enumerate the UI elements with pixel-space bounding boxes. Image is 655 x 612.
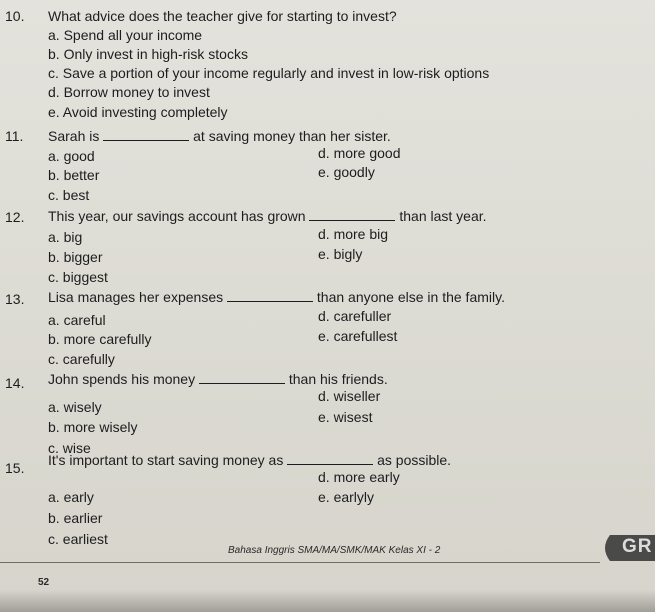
- question-15-option-d[interactable]: d. more early: [318, 469, 400, 485]
- question-15-option-e[interactable]: e. earlyly: [318, 489, 375, 505]
- question-12-option-d[interactable]: d. more big: [318, 226, 389, 242]
- question-10-option-d[interactable]: d. Borrow money to invest: [48, 84, 210, 100]
- question-13-text-before: Lisa manages her expenses: [48, 289, 224, 305]
- question-14-option-b[interactable]: b. more wisely: [48, 419, 138, 435]
- question-11-option-c[interactable]: c. best: [48, 187, 90, 203]
- question-12-text-after: than last year.: [399, 208, 487, 224]
- question-13-option-b[interactable]: b. more carefully: [48, 331, 152, 347]
- question-10-text: What advice does the teacher give for starting to invest?: [48, 8, 397, 24]
- question-13-number: 13.: [5, 291, 25, 307]
- question-15-text-after: as possible.: [377, 452, 452, 468]
- question-13-text: [48, 289, 505, 305]
- question-12-text: [48, 208, 487, 224]
- question-14-blank[interactable]: [199, 371, 285, 384]
- footer-book-title: Bahasa Inggris SMA/MA/SMK/MAK Kelas XI - 2: [228, 545, 441, 556]
- page-shadow: [0, 590, 655, 612]
- question-13-text-after: than anyone else in the family.: [316, 289, 505, 305]
- question-14-text: [48, 371, 388, 387]
- question-14-option-d[interactable]: d. wiseller: [318, 388, 381, 404]
- question-13-option-e[interactable]: e. carefullest: [318, 328, 398, 344]
- question-15-option-c[interactable]: c. earliest: [48, 531, 108, 547]
- question-12-text-before: This year, our savings account has grown: [48, 208, 306, 224]
- question-14-number: 14.: [5, 375, 25, 391]
- question-14-option-e[interactable]: e. wisest: [318, 409, 373, 425]
- question-14-text-after: than his friends.: [288, 371, 388, 387]
- question-10-number: 10.: [5, 8, 25, 24]
- question-11-text-after: at saving money than her sister.: [193, 128, 391, 144]
- question-15-option-a[interactable]: a. early: [48, 489, 94, 505]
- question-12-option-c[interactable]: c. biggest: [48, 269, 108, 285]
- question-14-option-c[interactable]: c. wise: [48, 440, 91, 456]
- question-14-option-a[interactable]: a. wisely: [48, 399, 102, 415]
- question-12-option-a[interactable]: a. big: [48, 229, 83, 245]
- question-13-option-c[interactable]: c. carefully: [48, 351, 115, 367]
- question-11-option-b[interactable]: b. better: [48, 167, 100, 183]
- question-13-option-d[interactable]: d. carefuller: [318, 308, 392, 324]
- question-14-text-before: John spends his money: [48, 371, 196, 387]
- footer-divider: [0, 562, 600, 563]
- question-11-option-d[interactable]: d. more good: [318, 145, 401, 161]
- question-10-option-c[interactable]: c. Save a portion of your income regularly and invest in low-risk options: [48, 65, 490, 81]
- question-12-option-b[interactable]: b. bigger: [48, 249, 103, 265]
- chapter-tab-label: GR: [622, 536, 653, 557]
- question-11-option-e[interactable]: e. goodly: [318, 164, 375, 180]
- question-12-option-e[interactable]: e. bigly: [318, 246, 363, 262]
- question-11-blank[interactable]: [103, 128, 189, 141]
- question-11-text: [48, 128, 391, 144]
- question-11-number: 11.: [5, 128, 24, 144]
- page-number: 52: [38, 577, 50, 588]
- question-10-option-b[interactable]: b. Only invest in high-risk stocks: [48, 46, 248, 62]
- question-13-option-a[interactable]: a. careful: [48, 312, 106, 328]
- question-15-option-b[interactable]: b. earlier: [48, 510, 103, 526]
- question-13-blank[interactable]: [227, 289, 313, 302]
- question-10-option-a[interactable]: a. Spend all your income: [48, 27, 203, 43]
- question-10-option-e[interactable]: e. Avoid investing completely: [48, 104, 228, 120]
- question-11-option-a[interactable]: a. good: [48, 148, 95, 164]
- question-15-text-before: It's important to start saving money as: [48, 452, 284, 468]
- question-15-number: 15.: [5, 460, 25, 476]
- question-12-number: 12.: [5, 209, 25, 225]
- question-11-text-before: Sarah is: [48, 128, 100, 144]
- question-12-blank[interactable]: [309, 208, 395, 221]
- question-15-blank[interactable]: [287, 452, 373, 465]
- question-15-text: [48, 452, 451, 468]
